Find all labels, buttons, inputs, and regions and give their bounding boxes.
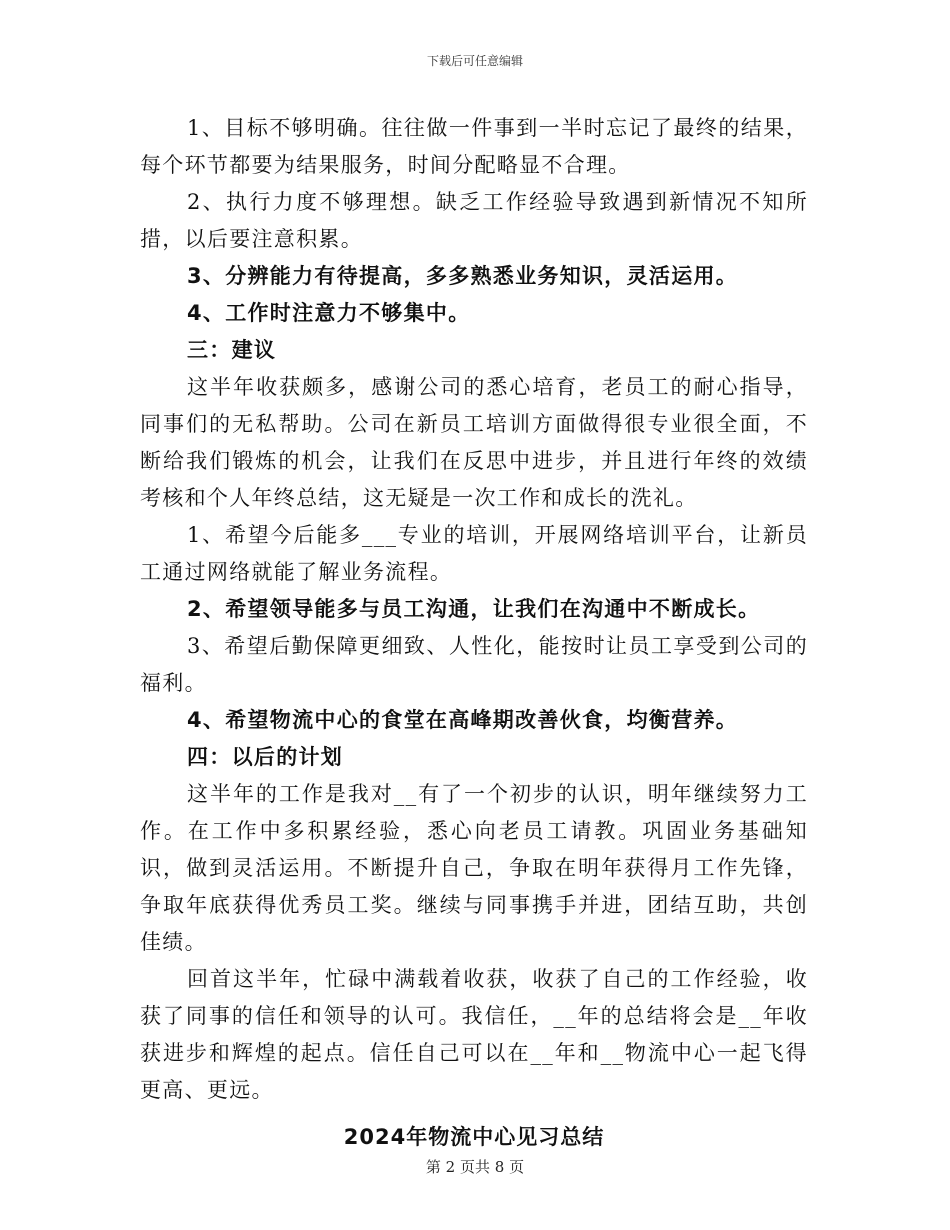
paragraph-suggestions-intro: 这半年收获颇多，感谢公司的悉心培育，老员工的耐心指导，同事们的无私帮助。公司在新员工培训方面做得很专业很全面，不断给我们锻炼的机会，让我们在反思中进步，并且进行年终的效绩考核和个人年终总结，这无疑是一次工作和成长的洗礼。 — [140, 375, 808, 510]
paragraph-suggestion-2: 2、希望领导能多与员工沟通，让我们在沟通中不断成长。 — [187, 597, 761, 621]
paragraph-problem-4: 4、工作时注意力不够集中。 — [187, 301, 471, 325]
section-heading-plan: 四：以后的计划 — [187, 745, 344, 769]
paragraph-suggestion-3: 3、希望后勤保障更细致、人性化，能按时让员工享受到公司的福利。 — [140, 634, 808, 695]
page-number: 第 2 页共 8 页 — [425, 1158, 525, 1176]
section-heading-suggestions: 三：建议 — [187, 338, 277, 362]
next-document-title: 2024年物流中心见习总结 — [343, 1125, 605, 1149]
download-note: 下载后可任意编辑 — [426, 54, 523, 68]
paragraph-conclusion: 回首这半年，忙碌中满载着收获，收获了自己的工作经验，收获了同事的信任和领导的认可。我信任，__年的总结将会是__年收获进步和辉煌的起点。信任自己可以在__年和__物流中心一起飞得更高、更远。 — [140, 967, 808, 1102]
paragraph-suggestion-1: 1、希望今后能多___专业的培训，开展网络培训平台，让新员工通过网络就能了解业务流程。 — [140, 523, 808, 584]
paragraph-problem-1: 1、目标不够明确。往往做一件事到一半时忘记了最终的结果，每个环节都要为结果服务，时间分配略显不合理。 — [140, 116, 808, 177]
paragraph-problem-3: 3、分辨能力有待提高，多多熟悉业务知识，灵活运用。 — [187, 264, 739, 288]
paragraph-suggestion-4: 4、希望物流中心的食堂在高峰期改善伙食，均衡营养。 — [187, 708, 739, 732]
document-body — [140, 110, 808, 1156]
paragraph-plan: 这半年的工作是我对__有了一个初步的认识，明年继续努力工作。在工作中多积累经验，悉心向老员工请教。巩固业务基础知识，做到灵活运用。不断提升自己，争取在明年获得月工作先锋，争取年底获得优秀员工奖。继续与同事携手并进，团结互助，共创佳绩。 — [140, 782, 808, 954]
paragraph-problem-2: 2、执行力度不够理想。缺乏工作经验导致遇到新情况不知所措，以后要注意积累。 — [140, 190, 808, 251]
